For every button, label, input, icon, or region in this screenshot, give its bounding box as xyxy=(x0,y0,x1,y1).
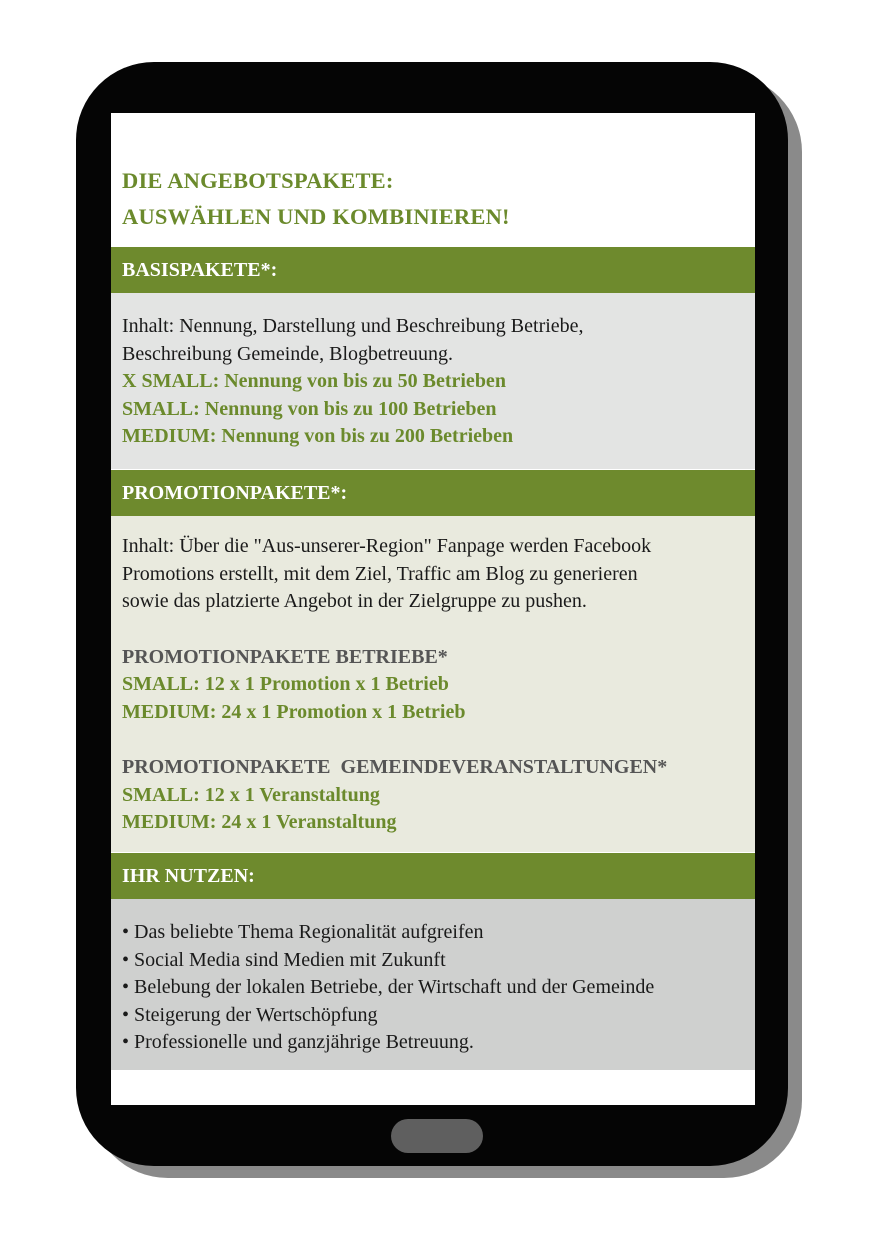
package-option-x-small: X SMALL: Nennung von bis zu 50 Betrieben xyxy=(122,370,506,392)
promotion-gemeinde-heading: PROMOTIONPAKETE GEMEINDEVERANSTALTUNGEN* xyxy=(122,756,668,778)
promotion-content-line: Inhalt: Über die "Aus-unserer-Region" Fanpage werden Facebook xyxy=(122,535,652,557)
promotion-content-line: sowie das platzierte Angebot in der Zielgruppe zu pushen. xyxy=(122,590,587,612)
section-header-ihr-nutzen: IHR NUTZEN: xyxy=(111,853,755,899)
benefit-list-item: • Das beliebte Thema Regionalität aufgreifen xyxy=(122,921,484,943)
basispakete-content-line: Inhalt: Nennung, Darstellung und Beschreibung Betriebe, xyxy=(122,315,584,337)
basispakete-content-line: Beschreibung Gemeinde, Blogbetreuung. xyxy=(122,342,454,365)
package-option-medium: MEDIUM: Nennung von bis zu 200 Betrieben xyxy=(122,425,514,447)
benefit-list-item: • Professionelle und ganzjährige Betreuung. xyxy=(122,1031,474,1053)
basispakete-panel xyxy=(111,293,755,469)
page-title-line-1: DIE ANGEBOTSPAKETE: xyxy=(122,168,394,193)
section-header-basispakete: BASISPAKETE*: xyxy=(111,247,755,293)
page-title xyxy=(122,163,510,235)
page-title-line-2: AUSWÄHLEN UND KOMBINIEREN! xyxy=(122,204,510,229)
package-option-small: SMALL: Nennung von bis zu 100 Betrieben xyxy=(122,397,497,420)
ihr-nutzen-panel xyxy=(111,899,755,1070)
benefit-list-item: • Social Media sind Medien mit Zukunft xyxy=(122,948,446,971)
promotion-betriebe-option-small: SMALL: 12 x 1 Promotion x 1 Betrieb xyxy=(122,673,449,695)
tablet-screen xyxy=(111,113,755,1105)
promotion-betriebe-heading: PROMOTIONPAKETE BETRIEBE* xyxy=(122,645,448,668)
home-button[interactable] xyxy=(391,1119,483,1153)
promotion-betriebe-option-medium: MEDIUM: 24 x 1 Promotion x 1 Betrieb xyxy=(122,700,466,723)
spacer xyxy=(122,726,755,754)
section-header-promotionpakete: PROMOTIONPAKETE*: xyxy=(111,470,755,516)
promotionpakete-panel xyxy=(111,516,755,852)
promotion-gemeinde-option-medium: MEDIUM: 24 x 1 Veranstaltung xyxy=(122,811,397,833)
spacer xyxy=(122,616,755,644)
benefit-list-item: • Steigerung der Wertschöpfung xyxy=(122,1003,378,1026)
promotion-gemeinde-option-small: SMALL: 12 x 1 Veranstaltung xyxy=(122,783,380,806)
benefit-list-item: • Belebung der lokalen Betriebe, der Wirtschaft und der Gemeinde xyxy=(122,976,655,998)
promotion-content-line: Promotions erstellt, mit dem Ziel, Traffic am Blog zu generieren xyxy=(122,562,638,585)
